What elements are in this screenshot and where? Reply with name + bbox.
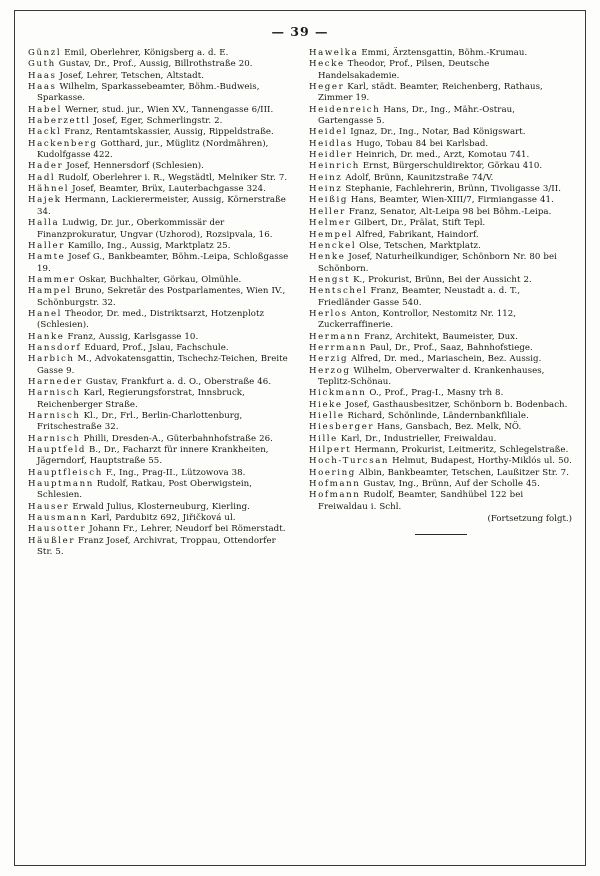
left-column <box>28 48 291 852</box>
directory-entry <box>28 195 291 218</box>
entry-details: Josef, Gasthausbesitzer, Schönborn b. Bodenbach. <box>345 399 568 410</box>
directory-entry <box>309 139 572 150</box>
entry-details: Emmi, Ärztensgattin, Böhm.-Krumau. <box>361 48 528 58</box>
entry-details: Anton, Kontrollor, Nestomitz Nr. 112, Zuckerraffinerie. <box>318 308 517 331</box>
entry-details: Hans, Gansbach, Bez. Melk, NÖ. <box>377 422 522 433</box>
entry-details: Franz, Senator, Alt-Leipa 98 bei Böhm.-Leipa. <box>348 206 552 217</box>
entry-surname: Hoch-Turcsan <box>309 456 390 467</box>
directory-entry <box>28 173 291 184</box>
directory-entry <box>28 434 291 445</box>
entry-details: Theodor, Dr. med., Distriktsarzt, Hotzenplotz (Schlesien). <box>37 308 265 331</box>
entry-details: Rudolf, Oberlehrer i. R., Wegstädtl, Melniker Str. 7. <box>58 172 288 183</box>
directory-entry <box>309 105 572 128</box>
entry-surname: Heidler <box>309 150 353 161</box>
directory-entry <box>28 377 291 388</box>
directory-entry <box>309 309 572 332</box>
entry-surname: Henckel <box>309 240 357 251</box>
entry-surname: Harneder <box>28 376 83 387</box>
entry-surname: Henke <box>309 252 346 263</box>
entry-surname: Haas <box>28 70 57 81</box>
directory-entry <box>28 343 291 354</box>
directory-entry <box>28 71 291 82</box>
entry-surname: Hansdorf <box>28 342 82 353</box>
directory-entry <box>309 434 572 445</box>
directory-entry <box>28 252 291 275</box>
directory-entry <box>28 445 291 468</box>
entry-details: Josef, Lehrer, Tetschen, Altstadt. <box>59 70 204 81</box>
directory-entry <box>28 524 291 535</box>
directory-entry <box>309 275 572 286</box>
entry-details: Emil, Oberlehrer, Königsberg a. d. E. <box>64 48 229 58</box>
directory-entry <box>28 48 291 59</box>
directory-entry <box>28 411 291 434</box>
entry-details: Gustav, Frankfurt a. d. O., Oberstraße 46. <box>85 376 272 387</box>
directory-entry <box>28 59 291 70</box>
entry-details: Josef, Beamter, Brüx, Lauterbachgasse 324. <box>72 184 266 195</box>
entry-surname: Heinz <box>309 172 343 183</box>
entry-details: Helmut, Budapest, Horthy-Miklós ul. 50. <box>392 456 572 467</box>
directory-entry <box>28 286 291 309</box>
directory-entry <box>28 275 291 286</box>
page-number: — 39 — <box>271 24 329 39</box>
directory-entry <box>309 184 572 195</box>
entry-details: Stephanie, Fachlehrerin, Brünn, Tivoligasse 3/II. <box>345 184 561 195</box>
directory-entry <box>28 105 291 116</box>
entry-details: Franz, Rentamtskassier, Aussig, Rippeldstraße. <box>64 127 274 138</box>
entry-details: Alfred, Dr. med., Mariaschein, Bez. Aussig. <box>351 354 542 365</box>
directory-entry <box>309 332 572 343</box>
entry-details: Paul, Dr., Prof., Saaz, Bahnhofstiege. <box>369 342 533 353</box>
entry-surname: Hofmann <box>309 490 361 501</box>
directory-entry <box>309 388 572 399</box>
entry-surname: Hentschel <box>309 286 368 297</box>
entry-surname: Hajek <box>28 195 62 206</box>
entry-surname: Hackl <box>28 127 62 138</box>
directory-entry <box>28 127 291 138</box>
entry-details: Erwald Julius, Klosterneuburg, Kierling. <box>72 501 250 512</box>
entry-details: F., Ing., Prag-II., Lützowova 38. <box>105 467 246 478</box>
entry-surname: Hadl <box>28 172 56 183</box>
entry-surname: Hähnel <box>28 184 70 195</box>
entry-details: Wilhelm, Sparkassebeamter, Böhm.-Budweis, Sparkasse. <box>37 82 260 104</box>
entry-surname: Heller <box>309 206 346 217</box>
entry-surname: Hanel <box>28 308 62 319</box>
directory-entry <box>309 218 572 229</box>
directory-entry <box>28 479 291 502</box>
entry-surname: Hauser <box>28 501 70 512</box>
entry-details: Franz Josef, Archivrat, Troppau, Ottendorfer Str. 5. <box>37 535 276 558</box>
entry-surname: Heidel <box>309 127 348 138</box>
entry-details: Albin, Bankbeamter, Tetschen, Laußitzer Str. 7. <box>358 467 569 478</box>
directory-entry <box>28 184 291 195</box>
entry-surname: Herrmann <box>309 342 367 353</box>
entry-surname: Hampel <box>28 286 72 297</box>
directory-entry <box>28 332 291 343</box>
directory-entry <box>309 195 572 206</box>
entry-details: Hans, Dr., Ing., Mähr.-Ostrau, Gartengasse 5. <box>318 104 515 127</box>
directory-entry <box>28 354 291 377</box>
entry-details: Theodor, Prof., Pilsen, Deutsche Handelsakademie. <box>318 59 490 81</box>
entry-surname: Hengst <box>309 274 351 285</box>
entry-surname: Harnisch <box>28 433 81 444</box>
entry-surname: Hiesberger <box>309 422 375 433</box>
entry-surname: Hanke <box>28 331 65 342</box>
entry-details: Ludwig, Dr. jur., Oberkommissär der Finanzprokuratur, Ungvar (Uzhorod), Rozsipvala, 16. <box>37 218 273 240</box>
entry-surname: Hader <box>28 161 64 172</box>
entry-details: Josef, Naturheilkundiger, Schönborn Nr. 80 bei Schönborn. <box>318 252 557 274</box>
entry-surname: Harbich <box>28 354 75 365</box>
entry-surname: Heidlas <box>309 138 354 149</box>
entry-details: Karl, Dr., Industrieller, Freiwaldau. <box>340 433 497 444</box>
right-column <box>309 48 572 852</box>
entry-details: Eduard, Prof., Jslau, Fachschule. <box>84 342 229 353</box>
directory-entry <box>309 354 572 365</box>
directory-entry <box>28 139 291 162</box>
entry-surname: Heinz <box>309 184 343 195</box>
directory-entry <box>309 400 572 411</box>
entry-surname: Hauptmann <box>28 479 94 490</box>
entry-details: Hans, Beamter, Wien-XIII/7, Firmiangasse 41. <box>350 195 554 206</box>
entry-surname: Herzog <box>309 365 351 376</box>
entry-surname: Hamte <box>28 252 66 263</box>
entry-surname: Hecke <box>309 59 345 70</box>
entry-details: Franz, Architekt, Baumeister, Dux. <box>364 331 518 342</box>
directory-entry <box>28 161 291 172</box>
directory-entry <box>28 82 291 105</box>
entry-surname: Hauptfeld <box>28 445 87 456</box>
entry-surname: Hermann <box>309 331 362 342</box>
entry-details: Gustav, Ing., Brünn, Auf der Scholle 45. <box>363 479 540 490</box>
entry-details: Oskar, Buchhalter, Görkau, Olmühle. <box>78 274 242 285</box>
entry-surname: Hackenberg <box>28 138 98 149</box>
entry-surname: Hille <box>309 433 338 444</box>
directory-entry <box>309 127 572 138</box>
directory-entry <box>28 502 291 513</box>
entry-details: Hermann, Prokurist, Leitmeritz, Schlegelstraße. <box>354 445 569 456</box>
entry-surname: Hausmann <box>28 513 88 524</box>
directory-entry <box>309 82 572 105</box>
entry-details: Rudolf, Beamter, Sandhübel 122 bei Freiwaldau i. Schl. <box>318 490 524 512</box>
directory-entry <box>309 343 572 354</box>
directory-entry <box>309 468 572 479</box>
directory-entry <box>309 422 572 433</box>
directory-entry <box>309 445 572 456</box>
entry-surname: Guth <box>28 59 56 70</box>
directory-entry <box>309 161 572 172</box>
entry-details: Kamillo, Ing., Aussig, Marktplatz 25. <box>67 240 231 251</box>
entry-surname: Hawelka <box>309 48 359 58</box>
entry-details: Olse, Tetschen, Marktplatz. <box>359 240 481 251</box>
entry-details: Kl., Dr., Frl., Berlin-Charlottenburg, Fritschestraße 32. <box>37 411 243 433</box>
directory-entry <box>309 456 572 467</box>
entry-details: Werner, stud. jur., Wien XV., Tannengasse 6/III. <box>64 104 274 115</box>
entry-surname: Hauptfleisch <box>28 467 103 478</box>
entry-details: Gustav, Dr., Prof., Aussig, Billrothstraße 20. <box>58 59 253 70</box>
entry-details: Richard, Schönlinde, Ländernbankfiliale. <box>347 411 529 421</box>
entry-surname: Hickmann <box>309 388 367 399</box>
entry-surname: Heißig <box>309 195 348 206</box>
directory-entry <box>309 230 572 241</box>
entry-details: B., Dr., Facharzt für innere Krankheiten, Jägerndorf, Hauptstraße 55. <box>37 445 269 467</box>
entry-details: Adolf, Brünn, Kaunitzstraße 74/V. <box>345 172 494 183</box>
entry-details: Johann Fr., Lehrer, Neudorf bei Römerstadt. <box>89 524 286 535</box>
entry-details: Karl, Regierungsforstrat, Innsbruck, Reichenberger Straße. <box>37 388 245 410</box>
entry-details: Bruno, Sekretär des Postparlamentes, Wien IV., Schönburgstr. 32. <box>37 286 286 308</box>
entry-surname: Heinrich <box>309 161 360 172</box>
entry-details: Franz, Beamter, Neustadt a. d. T., Friedländer Gasse 540. <box>318 286 521 308</box>
directory-entry <box>309 59 572 82</box>
entry-surname: Hammer <box>28 274 76 285</box>
directory-entry <box>309 366 572 389</box>
entry-surname: Hieke <box>309 399 343 410</box>
entry-details: Gilbert, Dr., Prälat, Stift Tepl. <box>354 218 486 229</box>
entry-surname: Haller <box>28 240 65 251</box>
entry-surname: Günzl <box>28 48 62 58</box>
entry-details: Karl, Pardubitz 692, Jiřičková ul. <box>90 513 236 524</box>
directory-entry <box>309 241 572 252</box>
directory-entry <box>309 252 572 275</box>
entry-details: Hermann, Lackierermeister, Aussig, Körnerstraße 34. <box>37 195 286 217</box>
entry-details: Gotthard, jur., Müglitz (Nordmähren), Kudolfgasse 422. <box>37 138 269 161</box>
entry-surname: Haas <box>28 82 57 93</box>
directory-entry <box>309 150 572 161</box>
entry-details: Rudolf, Ratkau, Post Oberwigstein, Schlesien. <box>37 479 252 501</box>
entry-surname: Helmer <box>309 218 352 229</box>
entry-details: Karl, städt. Beamter, Reichenberg, Rathaus, Zimmer 19. <box>318 82 543 104</box>
entry-surname: Harnisch <box>28 411 81 421</box>
entry-details: Ernst, Bürgerschuldirektor, Görkau 410. <box>362 161 543 172</box>
entry-surname: Herlos <box>309 308 348 319</box>
entry-details: O., Prof., Prag-I., Masny trh 8. <box>369 388 504 399</box>
continuation-note: (Fortsetzung folgt.) <box>487 514 572 525</box>
directory-entry <box>28 116 291 127</box>
entry-surname: Habel <box>28 104 62 115</box>
directory-entry <box>309 207 572 218</box>
directory-entry <box>309 479 572 490</box>
entry-details: Alfred, Fabrikant, Haindorf. <box>355 229 479 240</box>
directory-entry <box>28 309 291 332</box>
entry-surname: Heidenreich <box>309 104 381 115</box>
two-column-body <box>28 48 572 852</box>
entry-details: Wilhelm, Oberverwalter d. Krankenhauses, Teplitz-Schönau. <box>318 365 545 387</box>
entry-details: K., Prokurist, Brünn, Bei der Aussicht 2. <box>353 274 532 285</box>
entry-surname: Hoering <box>309 467 356 478</box>
entry-surname: Häußler <box>28 535 76 546</box>
entry-details: Heinrich, Dr. med., Arzt, Komotau 741. <box>355 150 530 161</box>
directory-entry <box>309 173 572 184</box>
directory-entry <box>309 286 572 309</box>
entry-details: Ignaz, Dr., Ing., Notar, Bad Königswart. <box>350 127 526 138</box>
entry-details: Josef, Hennersdorf (Schlesien). <box>66 161 204 172</box>
section-divider <box>415 534 467 535</box>
directory-entry <box>28 218 291 241</box>
entry-surname: Hielle <box>309 411 345 421</box>
entry-surname: Hilpert <box>309 445 352 456</box>
entry-surname: Heger <box>309 82 345 93</box>
directory-entry <box>28 468 291 479</box>
directory-entry <box>309 411 572 422</box>
entry-surname: Hempel <box>309 229 353 240</box>
directory-entry <box>28 241 291 252</box>
directory-entry <box>28 513 291 524</box>
directory-entry <box>28 536 291 559</box>
directory-entry <box>309 490 572 513</box>
directory-entry <box>309 48 572 59</box>
entry-surname: Harnisch <box>28 388 81 399</box>
entry-details: Franz, Aussig, Karlsgasse 10. <box>67 331 199 342</box>
directory-entry <box>28 388 291 411</box>
entry-details: M., Advokatensgattin, Tschechz-Teichen, Breite Gasse 9. <box>37 354 288 376</box>
entry-details: Philli, Dresden-A., Güterbahnhofstraße 26. <box>83 433 273 444</box>
entry-surname: Hausotter <box>28 524 87 535</box>
entry-surname: Haberzettl <box>28 116 91 127</box>
entry-details: Josef, Eger, Schmerlingstr. 2. <box>93 116 223 127</box>
entry-details: Josef G., Bankbeamter, Böhm.-Leipa, Schloßgasse 19. <box>37 252 289 274</box>
entry-surname: Herzig <box>309 354 349 365</box>
entry-surname: Hofmann <box>309 479 361 490</box>
entry-surname: Halla <box>28 218 60 229</box>
entry-details: Hugo, Tobau 84 bei Karlsbad. <box>356 138 489 149</box>
